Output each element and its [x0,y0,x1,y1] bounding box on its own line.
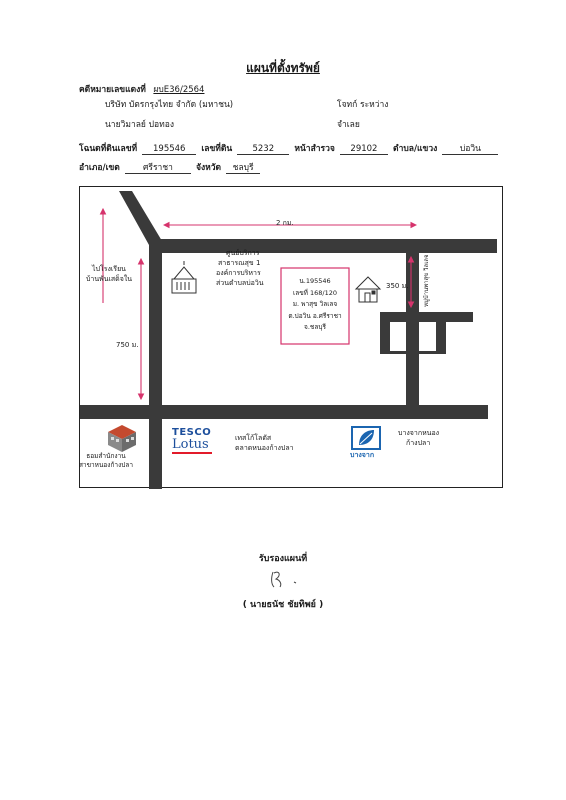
district: ศรีราชา [125,163,191,174]
location-map [79,186,503,488]
defendant-name: นายวิมาลย์ ปอทอง [105,120,174,130]
plaintiff-name: บริษัท บัตรกรุงไทย จำกัด (มหาชน) [105,100,234,110]
property-box-text [281,276,349,334]
bangchak-label-line2: ก้างปลา [406,439,431,447]
defendant-role: จำเลย [337,120,360,130]
tesco-label [235,433,294,453]
property-line3: ม. พาสุข วิลเลจ [292,300,338,308]
subdistrict-label: ตำบล/แขวง [393,144,438,154]
case-number: ผบE36/2564 [153,85,205,95]
bangchak-label-line1: บางจากหนอง [398,429,440,437]
tesco-label-line1: เทสโก้โลตัส [235,434,272,442]
tesco-logo-underline [172,452,212,454]
soi-road [406,253,419,405]
branch-road-left [380,322,390,353]
health-center-line1: ศูนย์บริการ [226,249,260,257]
district-label: อำเภอ/เขต [79,163,120,173]
health-center-icon [172,261,196,293]
province: ชลบุรี [226,163,260,174]
school-label-line1: ไปโรงเรียน [92,265,126,273]
land-number: 5232 [237,144,289,155]
road-name-label: หมู่บ้านพาสุข วิลเลจ [423,254,430,307]
property-line5: จ.ชลบุรี [304,323,326,331]
bank-label [70,452,142,470]
property-line2: เลขที่ 168/120 [292,288,337,297]
health-center-line2: สาธารณสุข 1 [218,259,261,267]
side-road-right [380,312,473,322]
case-label: คดีหมายเลขแดงที่ [79,85,146,95]
page-title: แผนที่ตั้งทรัพย์ [246,61,320,75]
property-line1: น.195546 [299,277,331,285]
tesco-label-line2: ตลาดหนองก้างปลา [235,444,294,452]
school-direction-label [78,264,140,284]
survey-label: หน้าสำรวจ [294,144,335,154]
distance-left-label: 750 ม. [116,341,139,349]
branch-road-bottom [380,351,446,354]
district-row [79,155,260,174]
tesco-lotus-logo [172,428,212,454]
deed-label: โฉนดที่ดินเลขที่ [79,144,138,154]
property-line4: ต.บ่อวิน อ.ศรีราชา [288,311,342,320]
survey-number: 29102 [340,144,388,155]
bangchak-logo-text: บางจาก [350,451,375,459]
tesco-logo-word: TESCO [172,427,212,438]
land-label: เลขที่ดิน [201,144,233,154]
bank-label-line1: ธอมสำนักงาน [86,452,126,460]
health-center-line4: ส่วนตำบลบ่อวิน [216,279,264,287]
case-number-row [79,77,207,96]
bank-label-line2: สาขาหนองก้างปลา [78,461,134,469]
health-center-line3: องค์การบริหาร [216,269,261,277]
certify-label: รับรองแผนที่ [258,554,308,564]
subdistrict: บ่อวิน [442,144,498,155]
left-vertical-road [149,419,162,489]
distance-right-label: 350 ม. [386,282,409,290]
bangchak-logo [352,427,380,449]
plaintiff-role: โจทก์ ระหว่าง [337,100,389,110]
distance-top-label: 2 กม. [276,219,294,227]
house-icon [356,277,380,302]
lotus-logo-word: Lotus [172,437,209,452]
province-label: จังหวัด [196,163,222,173]
branch-road-right [436,322,446,353]
health-center-label [216,248,264,288]
school-label-line2: บ้านพันเสด็จใน [85,275,133,283]
deed-row [79,136,498,155]
bank-building-icon [108,425,136,452]
bottom-road [80,405,488,419]
certifier-name: ( นายธนัช ชัยทิพย์ ) [242,600,324,610]
bangchak-label [398,428,439,448]
top-road [149,239,497,253]
deed-number: 195546 [142,144,196,155]
signature [267,568,303,590]
